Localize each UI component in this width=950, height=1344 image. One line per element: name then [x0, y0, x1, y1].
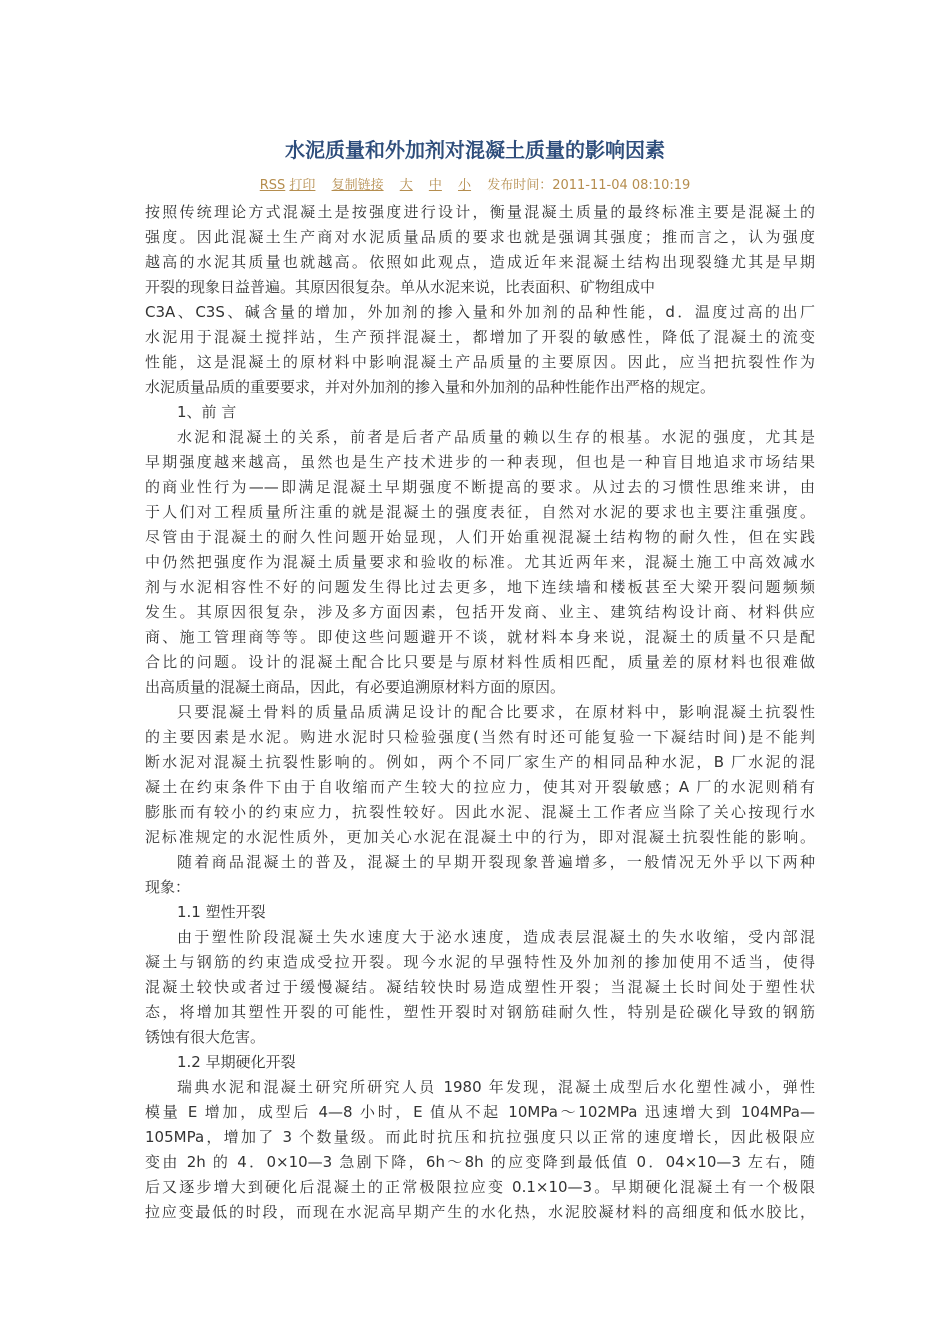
- section-heading: 1、前 言: [177, 403, 237, 421]
- body-line: 性能，这是混凝土的原材料中影响混凝土产品质量的主要原因。因此，应当把抗裂性作为: [145, 353, 815, 371]
- font-size-medium-link[interactable]: 中: [428, 178, 442, 193]
- body-line: 的商业性行为——即满足混凝土早期强度不断提高的要求。从过去的习惯性思维来讲，由: [145, 478, 815, 496]
- body-line: 合比的问题。设计的混凝土配合比只要是与原材料性质相匹配，质量差的原材料也很难做: [145, 653, 815, 671]
- body-line: 按照传统理论方式混凝土是按强度进行设计，衡量混凝土质量的最终标准主要是混凝土的: [145, 203, 815, 221]
- body-line: 瑞典水泥和混凝土研究所研究人员 1980 年发现，混凝土成型后水化塑性减小，弹性: [177, 1078, 815, 1096]
- body-line: 越高的水泥其质量也就越高。依照如此观点，造成近年来混凝土结构出现裂缝尤其是早期: [145, 253, 815, 271]
- body-line: 水泥和混凝土的关系，前者是后者产品质量的赖以生存的根基。水泥的强度，尤其是: [177, 428, 815, 446]
- body-line: 断水泥对混凝土抗裂性影响的。例如，两个不同厂家生产的相同品种水泥，B 厂水泥的混: [145, 753, 815, 771]
- font-size-small-link[interactable]: 小: [458, 178, 472, 193]
- body-line: 拉应变最低的时段，而现在水泥高早期产生的水化热，水泥胶凝材料的高细度和低水胶比，: [145, 1203, 815, 1221]
- body-line: 早期强度越来越高，虽然也是生产技术进步的一种表现，但也是一种盲目地追求市场结果: [145, 453, 815, 471]
- body-line: 105MPa，增加了 3 个数量级。而此时抗压和抗拉强度只以正常的速度增长，因此极限应: [145, 1128, 815, 1146]
- body-line: 只要混凝土骨料的质量品质满足设计的配合比要求，在原材料中，影响混凝土抗裂性: [177, 703, 815, 721]
- body-line: 态，将增加其塑性开裂的可能性，塑性开裂时对钢筋硅耐久性，特别是砼碳化导致的钢筋: [145, 1003, 815, 1021]
- article-meta-bar: [0, 177, 950, 195]
- section-heading: 1.1 塑性开裂: [177, 903, 266, 921]
- body-line: 出高质量的混凝土商品，因此，有必要追溯原材料方面的原因。: [145, 678, 566, 696]
- body-line: 混凝土较快或者过于缓慢凝结。凝结较快时易造成塑性开裂；当混凝土长时间处于塑性状: [145, 978, 815, 996]
- body-line: 随着商品混凝土的普及，混凝土的早期开裂现象普遍增多，一般情况无外乎以下两种: [177, 853, 815, 871]
- body-line: 由于塑性阶段混凝土失水速度大于泌水速度，造成表层混凝土的失水收缩，受内部混: [177, 928, 815, 946]
- body-line: 水泥用于混凝土搅拌站，生产预拌混凝土，都增加了开裂的敏感性，降低了混凝土的流变: [145, 328, 815, 346]
- font-size-large-link[interactable]: 大: [399, 178, 413, 193]
- body-line: 凝土在约束条件下由于自收缩而产生较大的拉应力，使其对开裂敏感；A 厂的水泥则稍有: [145, 778, 815, 796]
- body-line: 锈蚀有很大危害。: [145, 1028, 266, 1046]
- body-line: 强度。因此混凝土生产商对水泥质量品质的要求也就是强调其强度；推而言之，认为强度: [145, 228, 815, 246]
- body-line: 尽管由于混凝土的耐久性问题开始显现，人们开始重视混凝土结构物的耐久性，但在实践: [145, 528, 815, 546]
- copy-link-link[interactable]: 复制链接: [331, 178, 384, 193]
- article-title: 水泥质量和外加剂对混凝土质量的影响因素: [285, 138, 665, 162]
- body-line: 中仍然把强度作为混凝土质量要求和验收的标准。尤其近两年来，混凝土施工中高效减水: [145, 553, 815, 571]
- body-line: 水泥质量品质的重要要求，并对外加剂的掺入量和外加剂的品种性能作出严格的规定。: [145, 378, 716, 396]
- body-line: 开裂的现象日益普遍。其原因很复杂。单从水泥来说，比表面积、矿物组成中: [145, 278, 656, 296]
- body-line: 变由 2h 的 4．0×10—3 急剧下降，6h～8h 的应变降到最低值 0．04×10—3 左右，随: [145, 1153, 815, 1171]
- body-line: 剂与水泥相容性不好的问题发生得比过去更多，地下连续墙和楼板甚至大梁开裂问题频频: [145, 578, 815, 596]
- body-line: 发生。其原因很复杂，涉及多方面因素，包括开发商、业主、建筑结构设计商、材料供应: [145, 603, 815, 621]
- body-line: 后又逐步增大到硬化后混凝土的正常极限拉应变 0.1×10—3。早期硬化混凝土有一个极限: [145, 1178, 815, 1196]
- body-line: 凝土与钢筋的约束造成受拉开裂。现今水泥的早强特性及外加剂的掺加使用不适当，使得: [145, 953, 815, 971]
- section-heading: 1.2 早期硬化开裂: [177, 1053, 296, 1071]
- rss-link[interactable]: RSS: [259, 178, 286, 193]
- print-link[interactable]: 打印: [289, 178, 316, 193]
- body-line: 泥标准规定的水泥性质外，更加关心水泥在混凝土中的行为，即对混凝土抗裂性能的影响。: [145, 828, 815, 846]
- body-line: 的主要因素是水泥。购进水泥时只检验强度(当然有时还可能复验一下凝结时间)是不能判: [145, 728, 815, 746]
- body-line: 于人们对工程质量所注重的就是混凝土的强度表征，自然对水泥的要求也主要注重强度。: [145, 503, 815, 521]
- body-line: 现象：: [145, 878, 191, 896]
- body-line: 膨胀而有较小的约束应力，抗裂性较好。因此水泥、混凝土工作者应当除了关心按现行水: [145, 803, 815, 821]
- publish-time: 发布时间：2011-11-04 08:10:19: [487, 178, 691, 193]
- body-line: 商、施工管理商等等。即使这些问题避开不谈，就材料本身来说，混凝土的质量不只是配: [145, 628, 815, 646]
- body-line: C3A、C3S、碱含量的增加，外加剂的掺入量和外加剂的品种性能，d．温度过高的出厂: [145, 303, 815, 321]
- body-line: 模量 E 增加，成型后 4—8 小时，E 值从不起 10MPa～102MPa 迅速增大到 104MPa—: [145, 1103, 815, 1121]
